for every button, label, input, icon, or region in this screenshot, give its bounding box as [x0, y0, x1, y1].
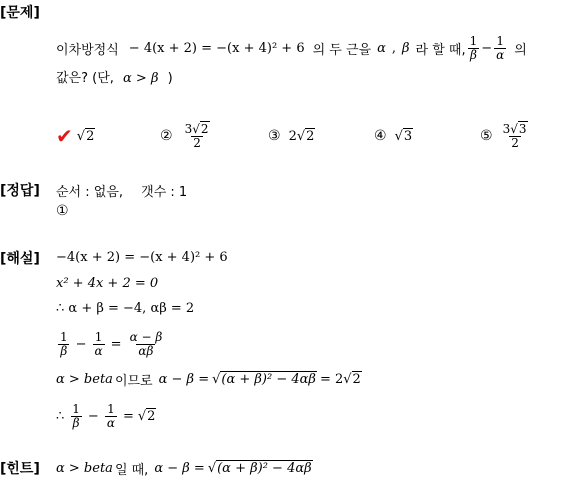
problem-mid2: 라 할 때, — [415, 42, 466, 58]
expl-frac-1-alpha: $\frac{1}{\alpha}$ — [94, 329, 103, 358]
frac-numerator: 1 — [496, 33, 505, 48]
explanation-line-6: ∴ $\frac{1}{\beta}$ − $\frac{1}{\alpha}$ = √2 — [56, 401, 156, 430]
explanation-line-1: −4(x + 2) = −(x + 4)² + 6 — [56, 250, 228, 265]
explanation-line-4: $\frac{1}{\beta}$ − $\frac{1}{\alpha}$ = $\frac{\alpha - \beta}{\alpha\beta}$ — [60, 329, 163, 358]
section-explanation-label: [해설] — [0, 251, 40, 267]
choice-4-number: ④ — [374, 128, 387, 144]
problem-intro: 이차방정식 — [56, 42, 119, 58]
problem-mid: 의 두 근을 — [312, 42, 372, 58]
problem-line2-text: 값은? (단, — [56, 71, 114, 86]
choice-5-value: $\frac{3√3}{2}$ — [502, 121, 527, 150]
choice-1-value: √2 — [76, 128, 95, 144]
section-answer-label: [정답] — [0, 183, 40, 199]
hint-line: α > beta 일 때, α − β = √(α + β)² − 4αβ — [56, 461, 312, 478]
answer-meta — [56, 181, 187, 200]
choice-2[interactable] — [160, 116, 214, 156]
problem-end: 의 — [514, 42, 527, 58]
problem-equation: − 4(x + 2) = −(x + 4)² + 6 — [128, 40, 305, 56]
problem-comma: , — [391, 40, 397, 56]
explanation-line-5: α > beta 이므로 α − β = √(α + β)² − 4αβ = 2 √2 — [56, 372, 361, 389]
hint-condition: α > beta — [56, 461, 113, 476]
explanation-line-2: x² + 4x + 2 = 0 — [56, 276, 159, 291]
frac-denominator: α — [496, 47, 505, 62]
choice-3[interactable] — [268, 116, 315, 156]
choice-4-value: √3 — [394, 128, 413, 144]
hint-word: 일 때, — [114, 463, 149, 478]
problem-alpha: α — [377, 40, 386, 56]
answer-count: 갯수 : 1 — [141, 185, 188, 200]
selected-check-icon: ✔ — [56, 124, 73, 148]
expl-frac-1-beta: $\frac{1}{\beta}$ — [60, 329, 68, 358]
problem-close: ) — [167, 71, 173, 86]
problem-frac-1-beta — [468, 35, 480, 62]
answer-value: ① — [56, 203, 69, 219]
problem-condition: α > β — [123, 71, 159, 86]
problem-frac-1-alpha — [494, 35, 506, 62]
frac-denominator: β — [469, 47, 477, 62]
problem-minus: − — [481, 40, 493, 56]
choice-5[interactable] — [480, 116, 532, 156]
problem-line-2 — [56, 67, 173, 86]
choice-4[interactable] — [374, 116, 413, 156]
choice-3-value: 2√2 — [288, 128, 315, 144]
expl-condition: α > beta — [56, 372, 113, 387]
problem-beta: β — [402, 40, 410, 56]
section-hint-label: [힌트] — [0, 461, 40, 477]
choice-1[interactable] — [56, 116, 95, 156]
problem-line-1 — [56, 30, 527, 66]
expl-frac-diff: $\frac{\alpha - \beta}{\alpha\beta}$ — [129, 329, 163, 358]
choice-3-number: ③ — [268, 128, 281, 144]
expl-word: 이므로 — [114, 374, 153, 389]
answer-order: 순서 : 없음, — [56, 185, 124, 200]
explanation-line-3: ∴ α + β = −4, αβ = 2 — [56, 301, 195, 316]
section-problem-label: [문제] — [0, 5, 40, 21]
frac-numerator: 1 — [469, 33, 478, 48]
choice-2-number: ② — [160, 128, 173, 144]
choice-5-number: ⑤ — [480, 128, 493, 144]
choice-2-value: $\frac{3√2}{2}$ — [184, 121, 209, 150]
